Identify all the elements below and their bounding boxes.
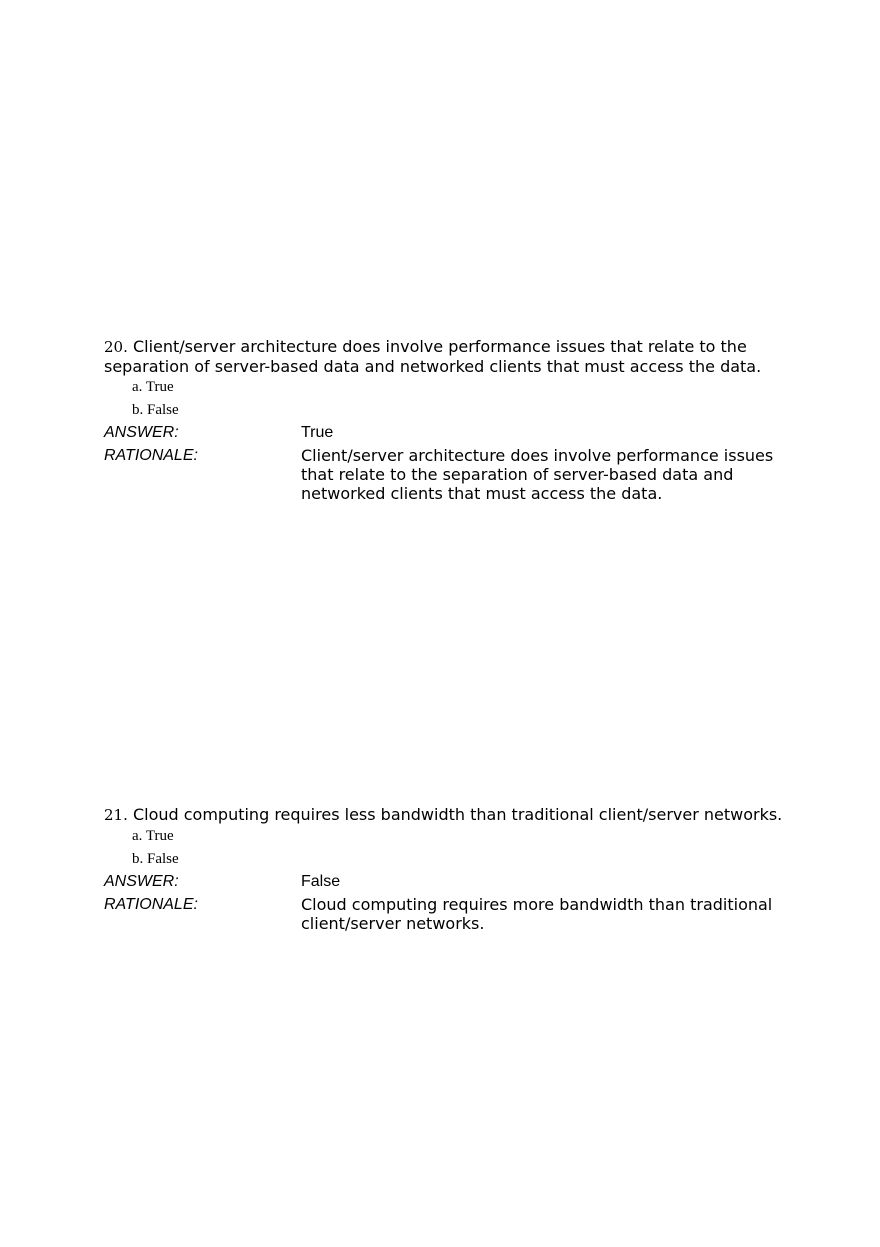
question-number: 21. bbox=[104, 806, 128, 824]
answer-options bbox=[104, 825, 784, 871]
option-true: a. True bbox=[132, 828, 174, 844]
question-text: Client/server architecture does involve performance issues that relate to the separation of server-based data and networked clients that must access the data. bbox=[104, 337, 762, 376]
question-21 bbox=[104, 805, 784, 933]
answer-row bbox=[104, 872, 784, 891]
question-stem bbox=[104, 337, 784, 376]
rationale-label: RATIONALE: bbox=[104, 896, 198, 913]
answer-value: True bbox=[301, 424, 334, 441]
answer-value: False bbox=[301, 873, 341, 890]
rationale-text: Client/server architecture does involve performance issues that relate to the separation of server-based data and networked clients that must access the data. bbox=[301, 446, 774, 503]
question-number: 20. bbox=[104, 338, 128, 356]
rationale-label: RATIONALE: bbox=[104, 447, 198, 464]
answer-row bbox=[104, 423, 784, 442]
option-false: b. False bbox=[132, 402, 179, 418]
answer-label: ANSWER: bbox=[104, 873, 179, 890]
answer-label: ANSWER: bbox=[104, 424, 179, 441]
answer-options bbox=[104, 376, 784, 422]
rationale-row bbox=[104, 446, 784, 503]
question-stem bbox=[104, 805, 784, 825]
rationale-row bbox=[104, 895, 784, 933]
question-text: Cloud computing requires less bandwidth than traditional client/server networks. bbox=[132, 805, 783, 824]
question-20 bbox=[104, 337, 784, 503]
rationale-text: Cloud computing requires more bandwidth than traditional client/server networks. bbox=[301, 895, 773, 933]
option-false: b. False bbox=[132, 851, 179, 867]
option-true: a. True bbox=[132, 379, 174, 395]
